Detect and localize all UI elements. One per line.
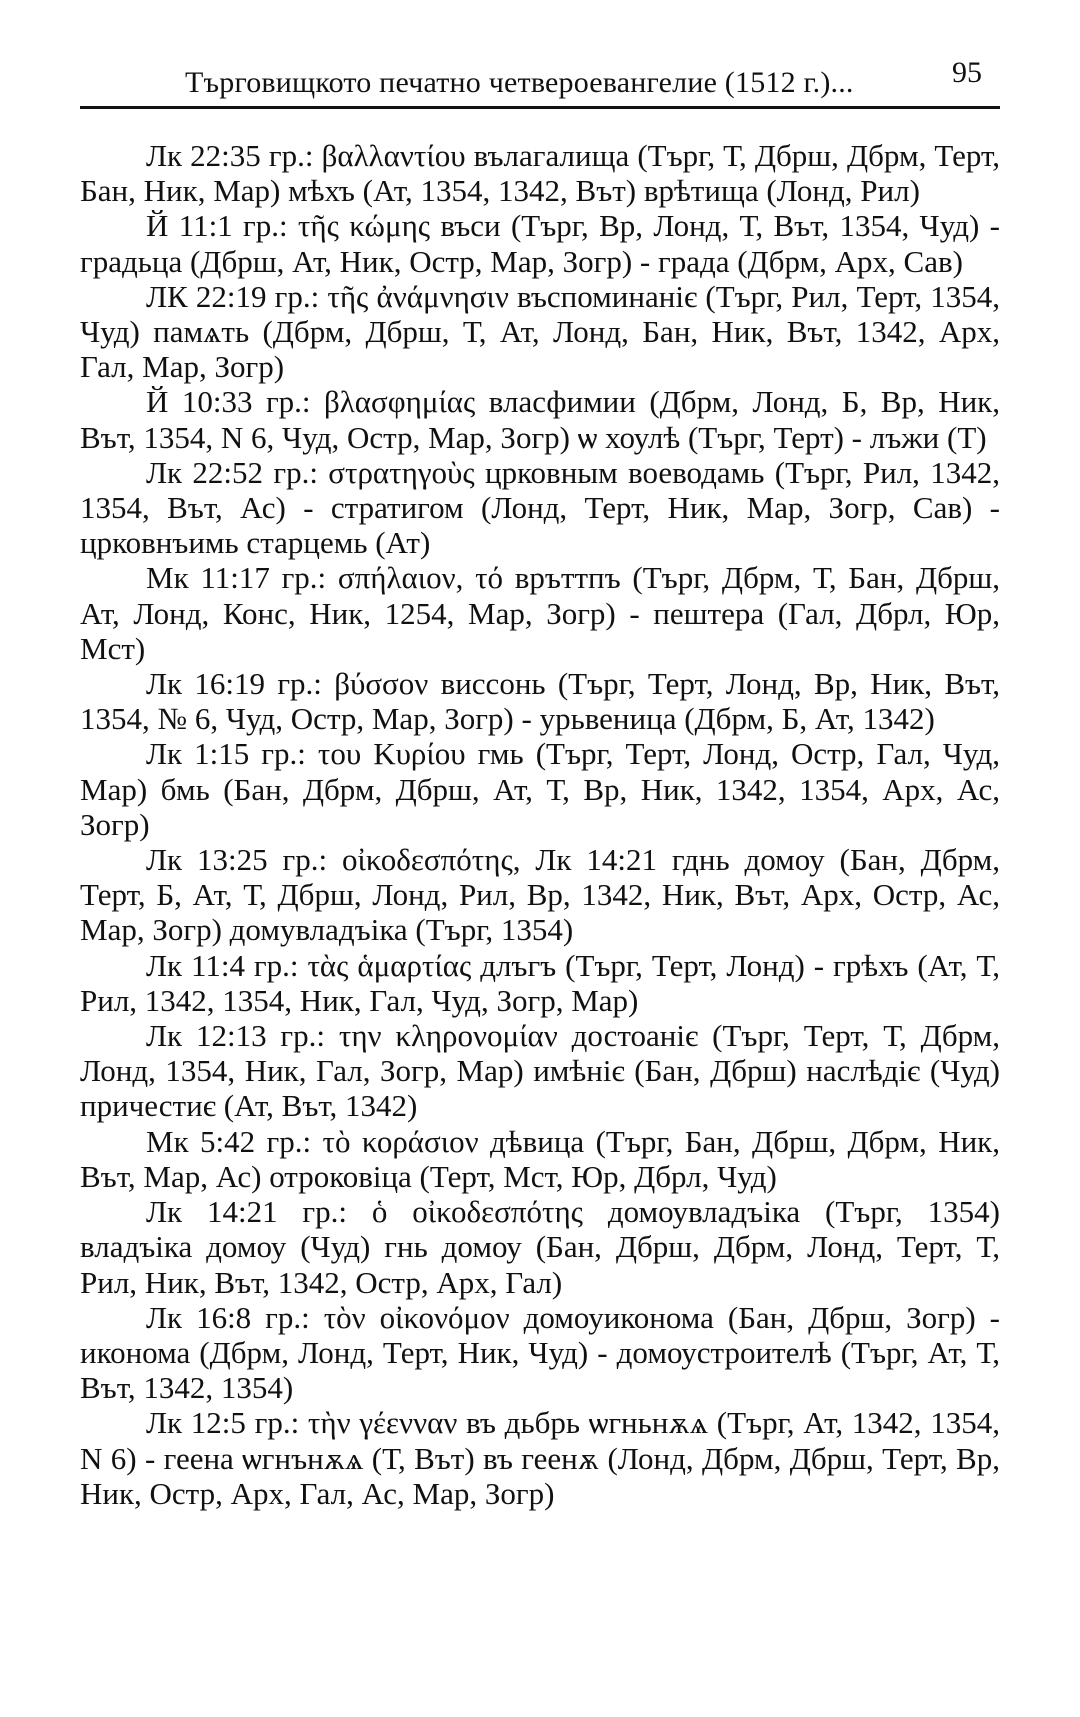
entry: Й 11:1 гр.: τῆς κώμης въси (Търг, Вр, Лонд, Т, Вът, 1354, Чуд) - градьца (Дбрш, Ат, Ник, Остр, Мар, Зогр) - града (Дбрм, Арх, Сав) <box>80 208 1000 279</box>
entry: Мк 11:17 гр.: σπήλαιον, τό връттпъ (Търг, Дбрм, Т, Бан, Дбрш, Ат, Лонд, Конс, Ник, 1254, Мар, Зогр) - пештера (Гал, Дбрл, Юр, Мст) <box>80 560 1000 666</box>
entry: Лк 16:8 гр.: τὸν οἰκονόμον домоуиконома (Бан, Дбрш, Зогр) - иконома (Дбрм, Лонд, Терт, Ник, Чуд) - домоустроителѣ (Търг, Ат, Т, Вът, 1342, 1354) <box>80 1299 1000 1406</box>
entry: Лк 12:5 гр.: τὴν γέενναν въ дьбрь ѡгньнѫѧ (Търг, Ат, 1342, 1354, N 6) - геена ѡгнънѫѧ (Т, Вът) въ геенѫ (Лонд, Дбрм, Дбрш, Терт, Вр, Ник, Остр, Арх, Гал, Ас, Мар, Зогр) <box>80 1405 1000 1511</box>
entry: Й 10:33 гр.: βλασφημίας власфимии (Дбрм, Лонд, Б, Вр, Ник, Вът, 1354, N 6, Чуд, Остр, Мар, Зогр) ѡ хоулѣ (Търг, Терт) - лъжи (Т) <box>80 384 1000 455</box>
entry: Лк 13:25 гр.: οἰκοδεσπότης, Лк 14:21 гднь домоу (Бан, Дбрм, Терт, Б, Ат, Т, Дбрш, Лонд, Рил, Вр, 1342, Ник, Вът, Арх, Остр, Ас, Мар, Зогр) домувладъіка (Търг, 1354) <box>80 842 1000 948</box>
entry: ЛК 22:19 гр.: τῆς ἀνάμνησιν въспоминаніє (Търг, Рил, Терт, 1354, Чуд) памѧть (Дбрм, Дбрш, Т, Ат, Лонд, Бан, Ник, Вът, 1342, Арх, Гал, Мар, Зогр) <box>80 278 1000 385</box>
entry: Лк 22:35 гр.: βαλλαντίου вълагалища (Търг, Т, Дбрш, Дбрм, Терт, Бан, Ник, Мар) мѣхъ (Ат, 1354, 1342, Вът) врѣтища (Лонд, Рил) <box>80 138 1000 209</box>
running-title: Търговищкото печатно четвероевангелие (1512 г.)... <box>185 66 854 99</box>
entry: Лк 16:19 гр.: βύσσον виссонь (Търг, Терт, Лонд, Вр, Ник, Вът, 1354, № 6, Чуд, Остр, Мар, Зогр) - урьвеница (Дбрм, Б, Ат, 1342) <box>80 666 1000 737</box>
entry: Лк 22:52 гр.: στρατηγοὺς црковным воеводамь (Търг, Рил, 1342, 1354, Вът, Ас) - стратигом (Лонд, Терт, Ник, Мар, Зогр, Сав) - црковнъимь старцемь (Ат) <box>80 454 1000 561</box>
entry: Мк 5:42 гр.: τὸ κοράσιον дѣвица (Търг, Бан, Дбрш, Дбрм, Ник, Вът, Мар, Ас) отроковіца (Терт, Мст, Юр, Дбрл, Чуд) <box>80 1123 1000 1194</box>
entry: Лк 12:13 гр.: την κληρονομίαν достоаніє (Търг, Терт, Т, Дбрм, Лонд, 1354, Ник, Гал, Зогр, Мар) имѣніє (Бан, Дбрш) наслѣдіє (Чуд) причестиє (Ат, Вът, 1342) <box>80 1018 1000 1124</box>
entry: Лк 14:21 гр.: ὁ οἰκοδεσπότης домоувладъіка (Търг, 1354) владъіка домоу (Чуд) гнь домоу (Бан, Дбрш, Дбрм, Лонд, Терт, Т, Рил, Ник, Вът, 1342, Остр, Арх, Гал) <box>80 1194 1000 1300</box>
page-header <box>80 56 1000 109</box>
page-number: 95 <box>952 56 982 89</box>
entry: Лк 11:4 гр.: τὰς ἁμαρτίας длъгъ (Търг, Терт, Лонд) - грѣхъ (Ат, Т, Рил, 1342, 1354, Ник, Гал, Чуд, Зогр, Мар) <box>80 947 1000 1018</box>
entry: Лк 1:15 гр.: του Κυρίου гмь (Търг, Терт, Лонд, Остр, Гал, Чуд, Мар) бмь (Бан, Дбрм, Дбрш, Ат, Т, Вр, Ник, 1342, 1354, Арх, Ас, Зогр) <box>80 736 1000 842</box>
entries-list <box>80 138 1000 1511</box>
